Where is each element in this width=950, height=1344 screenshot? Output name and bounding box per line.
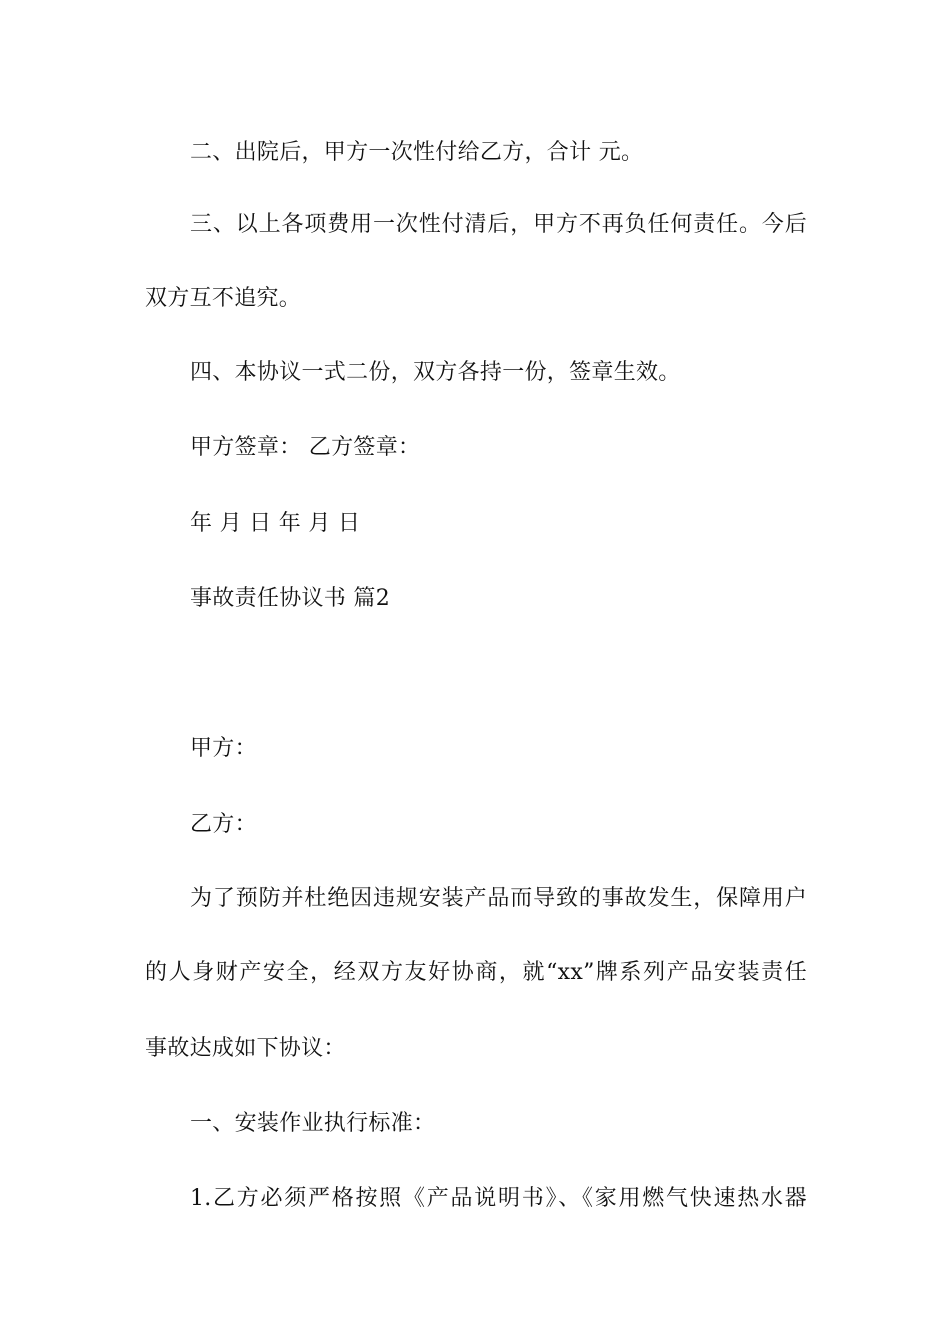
clause-three-text-line-2: 双方互不追究。 (145, 286, 302, 311)
installation-standard-heading: 一、安装作业执行标准： (190, 1111, 436, 1136)
party-a-label: 甲方： (190, 736, 257, 761)
signature-dates: 年 月 日 年 月 日 (190, 511, 361, 536)
section-title: 事故责任协议书 篇2 (190, 586, 390, 611)
signature-labels: 甲方签章： 乙方签章： (190, 435, 421, 460)
clause-two-text: 二、出院后，甲方一次性付给乙方，合计 元。 (190, 140, 644, 165)
clause-four-text: 四、本协议一式二份，双方各持一份，签章生效。 (190, 360, 681, 385)
installation-standard-item-1: 1.乙方必须严格按照《产品说明书》、《家用燃气快速热水器 (190, 1186, 807, 1211)
intro-paragraph-line-2: 的人身财产安全，经双方友好协商，就“xx”牌系列产品安装责任 (145, 960, 807, 985)
party-b-label: 乙方： (190, 812, 257, 837)
intro-paragraph-line-3: 事故达成如下协议： (145, 1036, 346, 1061)
intro-paragraph-line-1: 为了预防并杜绝因违规安装产品而导致的事故发生，保障用户 (190, 886, 807, 911)
clause-three-text-line-1: 三、以上各项费用一次性付清后，甲方不再负任何责任。今后 (190, 212, 807, 237)
